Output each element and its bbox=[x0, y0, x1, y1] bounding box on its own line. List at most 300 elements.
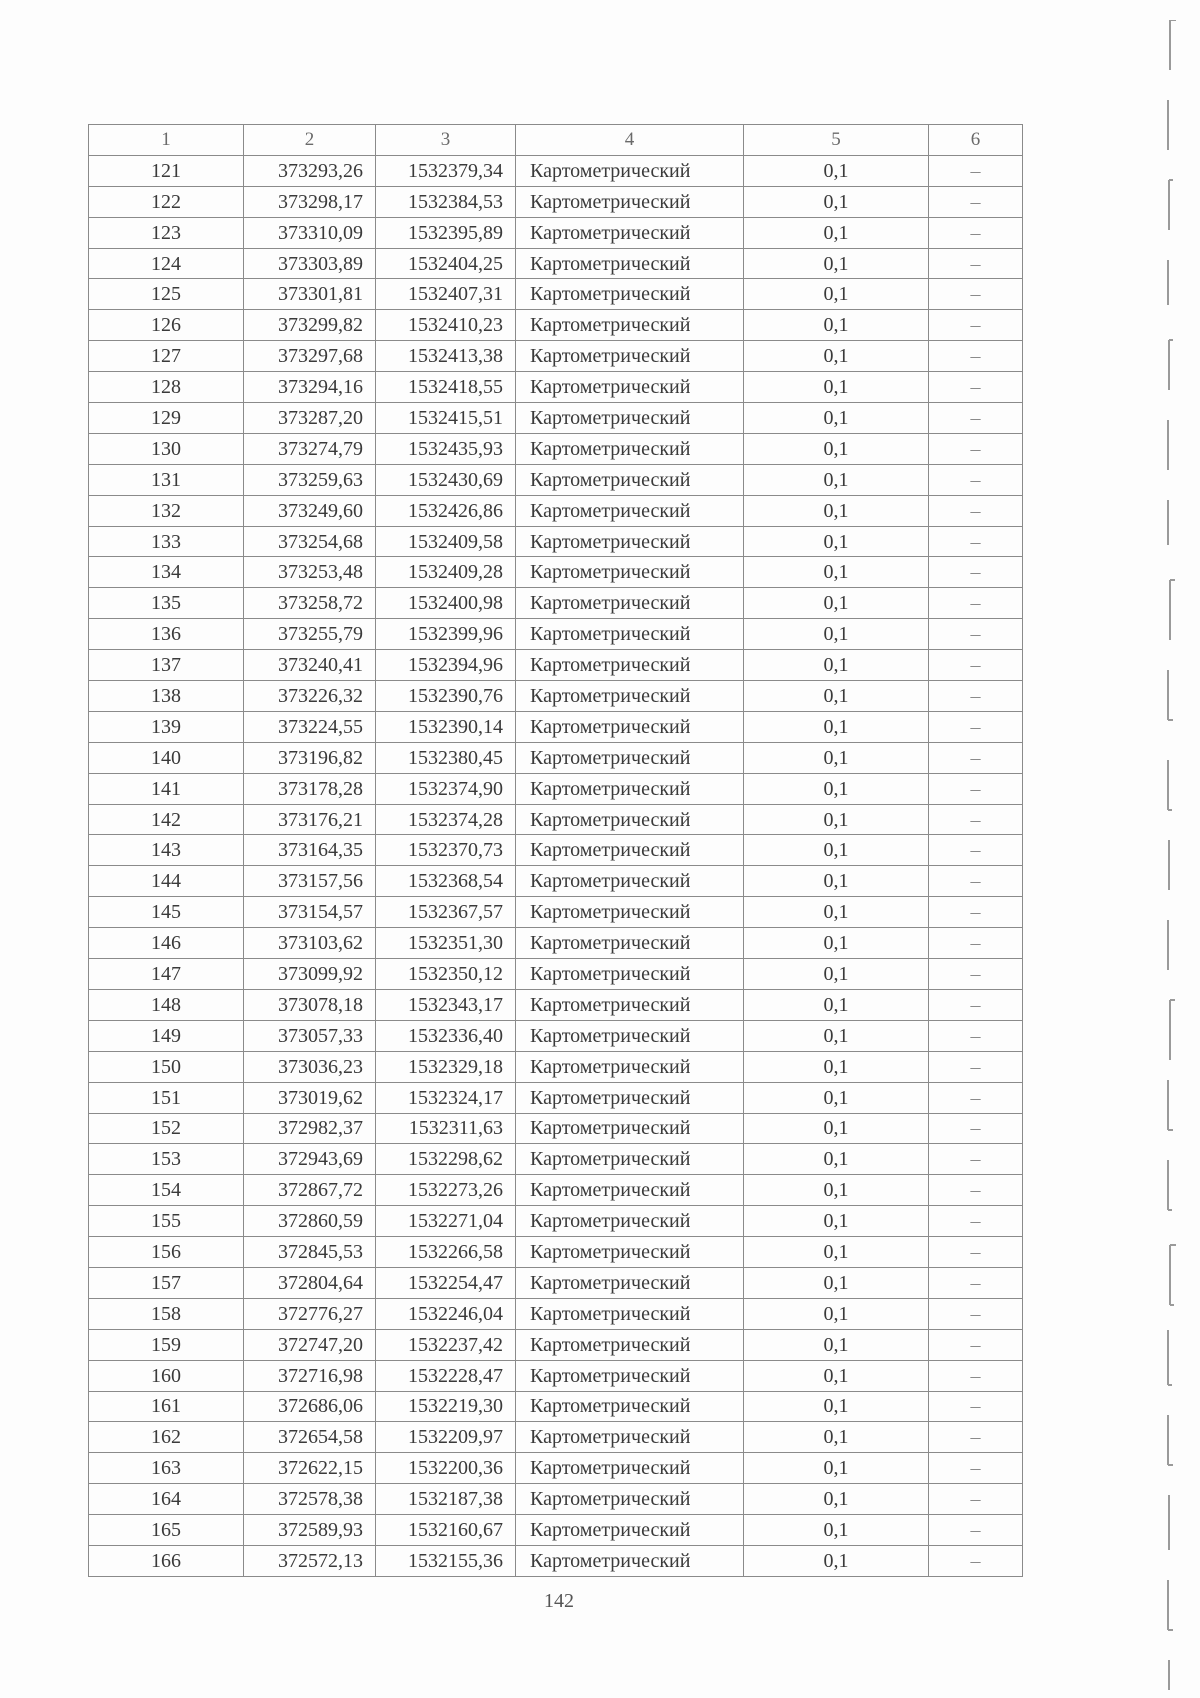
note-cell: – bbox=[929, 557, 1023, 588]
y-coordinate-cell: 1532407,31 bbox=[376, 279, 516, 310]
x-coordinate-cell: 373078,18 bbox=[244, 989, 376, 1020]
note-cell: – bbox=[929, 681, 1023, 712]
y-coordinate-cell: 1532219,30 bbox=[376, 1391, 516, 1422]
accuracy-cell: 0,1 bbox=[744, 1144, 929, 1175]
method-cell: Картометрический bbox=[516, 1515, 744, 1546]
method-cell: Картометрический bbox=[516, 650, 744, 681]
table-row bbox=[89, 1298, 1023, 1329]
x-coordinate-cell: 372747,20 bbox=[244, 1329, 376, 1360]
method-cell: Картометрический bbox=[516, 773, 744, 804]
table-row bbox=[89, 1360, 1023, 1391]
method-cell: Картометрический bbox=[516, 1545, 744, 1576]
method-cell: Картометрический bbox=[516, 433, 744, 464]
table-row bbox=[89, 1082, 1023, 1113]
method-cell: Картометрический bbox=[516, 403, 744, 434]
method-cell: Картометрический bbox=[516, 897, 744, 928]
method-cell: Картометрический bbox=[516, 217, 744, 248]
method-cell: Картометрический bbox=[516, 372, 744, 403]
y-coordinate-cell: 1532380,45 bbox=[376, 742, 516, 773]
accuracy-cell: 0,1 bbox=[744, 959, 929, 990]
point-number-cell: 159 bbox=[89, 1329, 244, 1360]
point-number-cell: 127 bbox=[89, 341, 244, 372]
note-cell: – bbox=[929, 464, 1023, 495]
table-row bbox=[89, 1391, 1023, 1422]
note-cell: – bbox=[929, 495, 1023, 526]
note-cell: – bbox=[929, 248, 1023, 279]
x-coordinate-cell: 373226,32 bbox=[244, 681, 376, 712]
x-coordinate-cell: 373299,82 bbox=[244, 310, 376, 341]
x-coordinate-cell: 373196,82 bbox=[244, 742, 376, 773]
method-cell: Картометрический bbox=[516, 1422, 744, 1453]
accuracy-cell: 0,1 bbox=[744, 989, 929, 1020]
note-cell: – bbox=[929, 742, 1023, 773]
point-number-cell: 141 bbox=[89, 773, 244, 804]
point-number-cell: 151 bbox=[89, 1082, 244, 1113]
point-number-cell: 138 bbox=[89, 681, 244, 712]
accuracy-cell: 0,1 bbox=[744, 557, 929, 588]
table-row bbox=[89, 1484, 1023, 1515]
page-number: 142 bbox=[544, 1590, 574, 1612]
x-coordinate-cell: 373274,79 bbox=[244, 433, 376, 464]
point-number-cell: 128 bbox=[89, 372, 244, 403]
method-cell: Картометрический bbox=[516, 989, 744, 1020]
y-coordinate-cell: 1532374,90 bbox=[376, 773, 516, 804]
method-cell: Картометрический bbox=[516, 310, 744, 341]
note-cell: – bbox=[929, 835, 1023, 866]
x-coordinate-cell: 373259,63 bbox=[244, 464, 376, 495]
point-number-cell: 145 bbox=[89, 897, 244, 928]
note-cell: – bbox=[929, 279, 1023, 310]
x-coordinate-cell: 372572,13 bbox=[244, 1545, 376, 1576]
column-header: 5 bbox=[744, 125, 929, 156]
accuracy-cell: 0,1 bbox=[744, 155, 929, 186]
y-coordinate-cell: 1532273,26 bbox=[376, 1175, 516, 1206]
x-coordinate-cell: 373255,79 bbox=[244, 619, 376, 650]
x-coordinate-cell: 373249,60 bbox=[244, 495, 376, 526]
x-coordinate-cell: 372716,98 bbox=[244, 1360, 376, 1391]
table-row bbox=[89, 1020, 1023, 1051]
accuracy-cell: 0,1 bbox=[744, 866, 929, 897]
note-cell: – bbox=[929, 959, 1023, 990]
point-number-cell: 163 bbox=[89, 1453, 244, 1484]
method-cell: Картометрический bbox=[516, 495, 744, 526]
table-row bbox=[89, 372, 1023, 403]
x-coordinate-cell: 373178,28 bbox=[244, 773, 376, 804]
note-cell: – bbox=[929, 897, 1023, 928]
point-number-cell: 136 bbox=[89, 619, 244, 650]
note-cell: – bbox=[929, 372, 1023, 403]
x-coordinate-cell: 373301,81 bbox=[244, 279, 376, 310]
table-body bbox=[89, 155, 1023, 1576]
point-number-cell: 150 bbox=[89, 1051, 244, 1082]
note-cell: – bbox=[929, 1175, 1023, 1206]
x-coordinate-cell: 372867,72 bbox=[244, 1175, 376, 1206]
y-coordinate-cell: 1532298,62 bbox=[376, 1144, 516, 1175]
accuracy-cell: 0,1 bbox=[744, 1267, 929, 1298]
note-cell: – bbox=[929, 1298, 1023, 1329]
y-coordinate-cell: 1532404,25 bbox=[376, 248, 516, 279]
note-cell: – bbox=[929, 1237, 1023, 1268]
point-number-cell: 160 bbox=[89, 1360, 244, 1391]
point-number-cell: 140 bbox=[89, 742, 244, 773]
table-row bbox=[89, 1113, 1023, 1144]
y-coordinate-cell: 1532390,76 bbox=[376, 681, 516, 712]
y-coordinate-cell: 1532200,36 bbox=[376, 1453, 516, 1484]
note-cell: – bbox=[929, 1453, 1023, 1484]
y-coordinate-cell: 1532324,17 bbox=[376, 1082, 516, 1113]
point-number-cell: 139 bbox=[89, 711, 244, 742]
note-cell: – bbox=[929, 1051, 1023, 1082]
point-number-cell: 165 bbox=[89, 1515, 244, 1546]
column-header: 4 bbox=[516, 125, 744, 156]
accuracy-cell: 0,1 bbox=[744, 897, 929, 928]
x-coordinate-cell: 373294,16 bbox=[244, 372, 376, 403]
table-row bbox=[89, 248, 1023, 279]
table-row bbox=[89, 989, 1023, 1020]
y-coordinate-cell: 1532409,28 bbox=[376, 557, 516, 588]
note-cell: – bbox=[929, 1144, 1023, 1175]
x-coordinate-cell: 373298,17 bbox=[244, 186, 376, 217]
y-coordinate-cell: 1532160,67 bbox=[376, 1515, 516, 1546]
table-row bbox=[89, 1422, 1023, 1453]
y-coordinate-cell: 1532329,18 bbox=[376, 1051, 516, 1082]
x-coordinate-cell: 372578,38 bbox=[244, 1484, 376, 1515]
note-cell: – bbox=[929, 1391, 1023, 1422]
point-number-cell: 122 bbox=[89, 186, 244, 217]
note-cell: – bbox=[929, 1422, 1023, 1453]
method-cell: Картометрический bbox=[516, 1329, 744, 1360]
accuracy-cell: 0,1 bbox=[744, 1360, 929, 1391]
y-coordinate-cell: 1532271,04 bbox=[376, 1206, 516, 1237]
accuracy-cell: 0,1 bbox=[744, 1545, 929, 1576]
note-cell: – bbox=[929, 1113, 1023, 1144]
y-coordinate-cell: 1532209,97 bbox=[376, 1422, 516, 1453]
method-cell: Картометрический bbox=[516, 681, 744, 712]
y-coordinate-cell: 1532343,17 bbox=[376, 989, 516, 1020]
y-coordinate-cell: 1532336,40 bbox=[376, 1020, 516, 1051]
table-row bbox=[89, 959, 1023, 990]
x-coordinate-cell: 373258,72 bbox=[244, 588, 376, 619]
note-cell: – bbox=[929, 310, 1023, 341]
point-number-cell: 148 bbox=[89, 989, 244, 1020]
table-row bbox=[89, 804, 1023, 835]
x-coordinate-cell: 373224,55 bbox=[244, 711, 376, 742]
accuracy-cell: 0,1 bbox=[744, 433, 929, 464]
accuracy-cell: 0,1 bbox=[744, 1329, 929, 1360]
table-row bbox=[89, 1267, 1023, 1298]
y-coordinate-cell: 1532254,47 bbox=[376, 1267, 516, 1298]
table-row bbox=[89, 557, 1023, 588]
x-coordinate-cell: 373103,62 bbox=[244, 928, 376, 959]
accuracy-cell: 0,1 bbox=[744, 1453, 929, 1484]
note-cell: – bbox=[929, 403, 1023, 434]
x-coordinate-cell: 373293,26 bbox=[244, 155, 376, 186]
point-number-cell: 146 bbox=[89, 928, 244, 959]
point-number-cell: 157 bbox=[89, 1267, 244, 1298]
method-cell: Картометрический bbox=[516, 742, 744, 773]
method-cell: Картометрический bbox=[516, 464, 744, 495]
accuracy-cell: 0,1 bbox=[744, 928, 929, 959]
accuracy-cell: 0,1 bbox=[744, 1484, 929, 1515]
y-coordinate-cell: 1532351,30 bbox=[376, 928, 516, 959]
accuracy-cell: 0,1 bbox=[744, 1051, 929, 1082]
y-coordinate-cell: 1532374,28 bbox=[376, 804, 516, 835]
point-number-cell: 121 bbox=[89, 155, 244, 186]
method-cell: Картометрический bbox=[516, 1360, 744, 1391]
x-coordinate-cell: 372776,27 bbox=[244, 1298, 376, 1329]
point-number-cell: 131 bbox=[89, 464, 244, 495]
method-cell: Картометрический bbox=[516, 1453, 744, 1484]
table-row bbox=[89, 1515, 1023, 1546]
accuracy-cell: 0,1 bbox=[744, 835, 929, 866]
point-number-cell: 125 bbox=[89, 279, 244, 310]
accuracy-cell: 0,1 bbox=[744, 650, 929, 681]
method-cell: Картометрический bbox=[516, 835, 744, 866]
table-header-row bbox=[89, 125, 1023, 156]
table-row bbox=[89, 928, 1023, 959]
method-cell: Картометрический bbox=[516, 1020, 744, 1051]
accuracy-cell: 0,1 bbox=[744, 1175, 929, 1206]
column-header: 2 bbox=[244, 125, 376, 156]
point-number-cell: 166 bbox=[89, 1545, 244, 1576]
point-number-cell: 133 bbox=[89, 526, 244, 557]
accuracy-cell: 0,1 bbox=[744, 186, 929, 217]
note-cell: – bbox=[929, 711, 1023, 742]
point-number-cell: 124 bbox=[89, 248, 244, 279]
method-cell: Картометрический bbox=[516, 186, 744, 217]
note-cell: – bbox=[929, 1329, 1023, 1360]
point-number-cell: 129 bbox=[89, 403, 244, 434]
x-coordinate-cell: 373036,23 bbox=[244, 1051, 376, 1082]
method-cell: Картометрический bbox=[516, 1484, 744, 1515]
method-cell: Картометрический bbox=[516, 711, 744, 742]
accuracy-cell: 0,1 bbox=[744, 464, 929, 495]
x-coordinate-cell: 373310,09 bbox=[244, 217, 376, 248]
x-coordinate-cell: 373287,20 bbox=[244, 403, 376, 434]
point-number-cell: 147 bbox=[89, 959, 244, 990]
note-cell: – bbox=[929, 186, 1023, 217]
note-cell: – bbox=[929, 433, 1023, 464]
x-coordinate-cell: 373164,35 bbox=[244, 835, 376, 866]
x-coordinate-cell: 372804,64 bbox=[244, 1267, 376, 1298]
y-coordinate-cell: 1532187,38 bbox=[376, 1484, 516, 1515]
note-cell: – bbox=[929, 155, 1023, 186]
note-cell: – bbox=[929, 928, 1023, 959]
method-cell: Картометрический bbox=[516, 928, 744, 959]
note-cell: – bbox=[929, 1020, 1023, 1051]
method-cell: Картометрический bbox=[516, 1206, 744, 1237]
y-coordinate-cell: 1532430,69 bbox=[376, 464, 516, 495]
note-cell: – bbox=[929, 341, 1023, 372]
column-header: 3 bbox=[376, 125, 516, 156]
y-coordinate-cell: 1532394,96 bbox=[376, 650, 516, 681]
accuracy-cell: 0,1 bbox=[744, 495, 929, 526]
x-coordinate-cell: 372982,37 bbox=[244, 1113, 376, 1144]
y-coordinate-cell: 1532246,04 bbox=[376, 1298, 516, 1329]
note-cell: – bbox=[929, 217, 1023, 248]
y-coordinate-cell: 1532409,58 bbox=[376, 526, 516, 557]
accuracy-cell: 0,1 bbox=[744, 1237, 929, 1268]
point-number-cell: 154 bbox=[89, 1175, 244, 1206]
y-coordinate-cell: 1532435,93 bbox=[376, 433, 516, 464]
x-coordinate-cell: 373057,33 bbox=[244, 1020, 376, 1051]
y-coordinate-cell: 1532418,55 bbox=[376, 372, 516, 403]
table-row bbox=[89, 1453, 1023, 1484]
coordinates-table bbox=[88, 124, 1023, 1577]
method-cell: Картометрический bbox=[516, 1175, 744, 1206]
accuracy-cell: 0,1 bbox=[744, 804, 929, 835]
accuracy-cell: 0,1 bbox=[744, 588, 929, 619]
table-row bbox=[89, 866, 1023, 897]
table-row bbox=[89, 1545, 1023, 1576]
point-number-cell: 158 bbox=[89, 1298, 244, 1329]
accuracy-cell: 0,1 bbox=[744, 1113, 929, 1144]
note-cell: – bbox=[929, 588, 1023, 619]
method-cell: Картометрический bbox=[516, 557, 744, 588]
y-coordinate-cell: 1532400,98 bbox=[376, 588, 516, 619]
table-row bbox=[89, 897, 1023, 928]
accuracy-cell: 0,1 bbox=[744, 1422, 929, 1453]
x-coordinate-cell: 372686,06 bbox=[244, 1391, 376, 1422]
table-row bbox=[89, 619, 1023, 650]
column-header: 1 bbox=[89, 125, 244, 156]
table-row bbox=[89, 742, 1023, 773]
note-cell: – bbox=[929, 1206, 1023, 1237]
note-cell: – bbox=[929, 1484, 1023, 1515]
table-row bbox=[89, 1051, 1023, 1082]
note-cell: – bbox=[929, 1545, 1023, 1576]
table-row bbox=[89, 1329, 1023, 1360]
table-row bbox=[89, 773, 1023, 804]
table-row bbox=[89, 711, 1023, 742]
accuracy-cell: 0,1 bbox=[744, 1391, 929, 1422]
method-cell: Картометрический bbox=[516, 279, 744, 310]
y-coordinate-cell: 1532399,96 bbox=[376, 619, 516, 650]
note-cell: – bbox=[929, 650, 1023, 681]
note-cell: – bbox=[929, 866, 1023, 897]
accuracy-cell: 0,1 bbox=[744, 310, 929, 341]
method-cell: Картометрический bbox=[516, 155, 744, 186]
y-coordinate-cell: 1532410,23 bbox=[376, 310, 516, 341]
table-row bbox=[89, 835, 1023, 866]
point-number-cell: 126 bbox=[89, 310, 244, 341]
table-row bbox=[89, 341, 1023, 372]
method-cell: Картометрический bbox=[516, 1051, 744, 1082]
note-cell: – bbox=[929, 989, 1023, 1020]
accuracy-cell: 0,1 bbox=[744, 1082, 929, 1113]
x-coordinate-cell: 373099,92 bbox=[244, 959, 376, 990]
method-cell: Картометрический bbox=[516, 619, 744, 650]
table-row bbox=[89, 155, 1023, 186]
y-coordinate-cell: 1532367,57 bbox=[376, 897, 516, 928]
accuracy-cell: 0,1 bbox=[744, 403, 929, 434]
table-row bbox=[89, 310, 1023, 341]
accuracy-cell: 0,1 bbox=[744, 1515, 929, 1546]
x-coordinate-cell: 372622,15 bbox=[244, 1453, 376, 1484]
accuracy-cell: 0,1 bbox=[744, 681, 929, 712]
method-cell: Картометрический bbox=[516, 526, 744, 557]
method-cell: Картометрический bbox=[516, 1267, 744, 1298]
method-cell: Картометрический bbox=[516, 1082, 744, 1113]
note-cell: – bbox=[929, 1082, 1023, 1113]
point-number-cell: 156 bbox=[89, 1237, 244, 1268]
accuracy-cell: 0,1 bbox=[744, 279, 929, 310]
accuracy-cell: 0,1 bbox=[744, 619, 929, 650]
method-cell: Картометрический bbox=[516, 248, 744, 279]
x-coordinate-cell: 373154,57 bbox=[244, 897, 376, 928]
note-cell: – bbox=[929, 773, 1023, 804]
point-number-cell: 132 bbox=[89, 495, 244, 526]
y-coordinate-cell: 1532390,14 bbox=[376, 711, 516, 742]
table-row bbox=[89, 650, 1023, 681]
point-number-cell: 142 bbox=[89, 804, 244, 835]
binding-marks bbox=[1160, 20, 1190, 1690]
accuracy-cell: 0,1 bbox=[744, 1298, 929, 1329]
point-number-cell: 135 bbox=[89, 588, 244, 619]
note-cell: – bbox=[929, 1360, 1023, 1391]
point-number-cell: 164 bbox=[89, 1484, 244, 1515]
x-coordinate-cell: 372845,53 bbox=[244, 1237, 376, 1268]
y-coordinate-cell: 1532413,38 bbox=[376, 341, 516, 372]
accuracy-cell: 0,1 bbox=[744, 742, 929, 773]
x-coordinate-cell: 372589,93 bbox=[244, 1515, 376, 1546]
y-coordinate-cell: 1532237,42 bbox=[376, 1329, 516, 1360]
x-coordinate-cell: 373253,48 bbox=[244, 557, 376, 588]
y-coordinate-cell: 1532370,73 bbox=[376, 835, 516, 866]
method-cell: Картометрический bbox=[516, 866, 744, 897]
x-coordinate-cell: 373303,89 bbox=[244, 248, 376, 279]
note-cell: – bbox=[929, 1267, 1023, 1298]
point-number-cell: 162 bbox=[89, 1422, 244, 1453]
y-coordinate-cell: 1532266,58 bbox=[376, 1237, 516, 1268]
accuracy-cell: 0,1 bbox=[744, 526, 929, 557]
point-number-cell: 153 bbox=[89, 1144, 244, 1175]
accuracy-cell: 0,1 bbox=[744, 1020, 929, 1051]
method-cell: Картометрический bbox=[516, 341, 744, 372]
method-cell: Картометрический bbox=[516, 1391, 744, 1422]
x-coordinate-cell: 373297,68 bbox=[244, 341, 376, 372]
table-row bbox=[89, 186, 1023, 217]
x-coordinate-cell: 372943,69 bbox=[244, 1144, 376, 1175]
note-cell: – bbox=[929, 1515, 1023, 1546]
table-row bbox=[89, 588, 1023, 619]
point-number-cell: 130 bbox=[89, 433, 244, 464]
x-coordinate-cell: 373019,62 bbox=[244, 1082, 376, 1113]
note-cell: – bbox=[929, 526, 1023, 557]
point-number-cell: 143 bbox=[89, 835, 244, 866]
accuracy-cell: 0,1 bbox=[744, 372, 929, 403]
accuracy-cell: 0,1 bbox=[744, 248, 929, 279]
point-number-cell: 152 bbox=[89, 1113, 244, 1144]
x-coordinate-cell: 373240,41 bbox=[244, 650, 376, 681]
method-cell: Картометрический bbox=[516, 804, 744, 835]
table-row bbox=[89, 433, 1023, 464]
table-row bbox=[89, 1237, 1023, 1268]
y-coordinate-cell: 1532350,12 bbox=[376, 959, 516, 990]
point-number-cell: 137 bbox=[89, 650, 244, 681]
method-cell: Картометрический bbox=[516, 1144, 744, 1175]
y-coordinate-cell: 1532426,86 bbox=[376, 495, 516, 526]
method-cell: Картометрический bbox=[516, 1237, 744, 1268]
table-row bbox=[89, 279, 1023, 310]
x-coordinate-cell: 373254,68 bbox=[244, 526, 376, 557]
x-coordinate-cell: 372860,59 bbox=[244, 1206, 376, 1237]
x-coordinate-cell: 373157,56 bbox=[244, 866, 376, 897]
point-number-cell: 149 bbox=[89, 1020, 244, 1051]
method-cell: Картометрический bbox=[516, 1113, 744, 1144]
point-number-cell: 155 bbox=[89, 1206, 244, 1237]
table-row bbox=[89, 1144, 1023, 1175]
